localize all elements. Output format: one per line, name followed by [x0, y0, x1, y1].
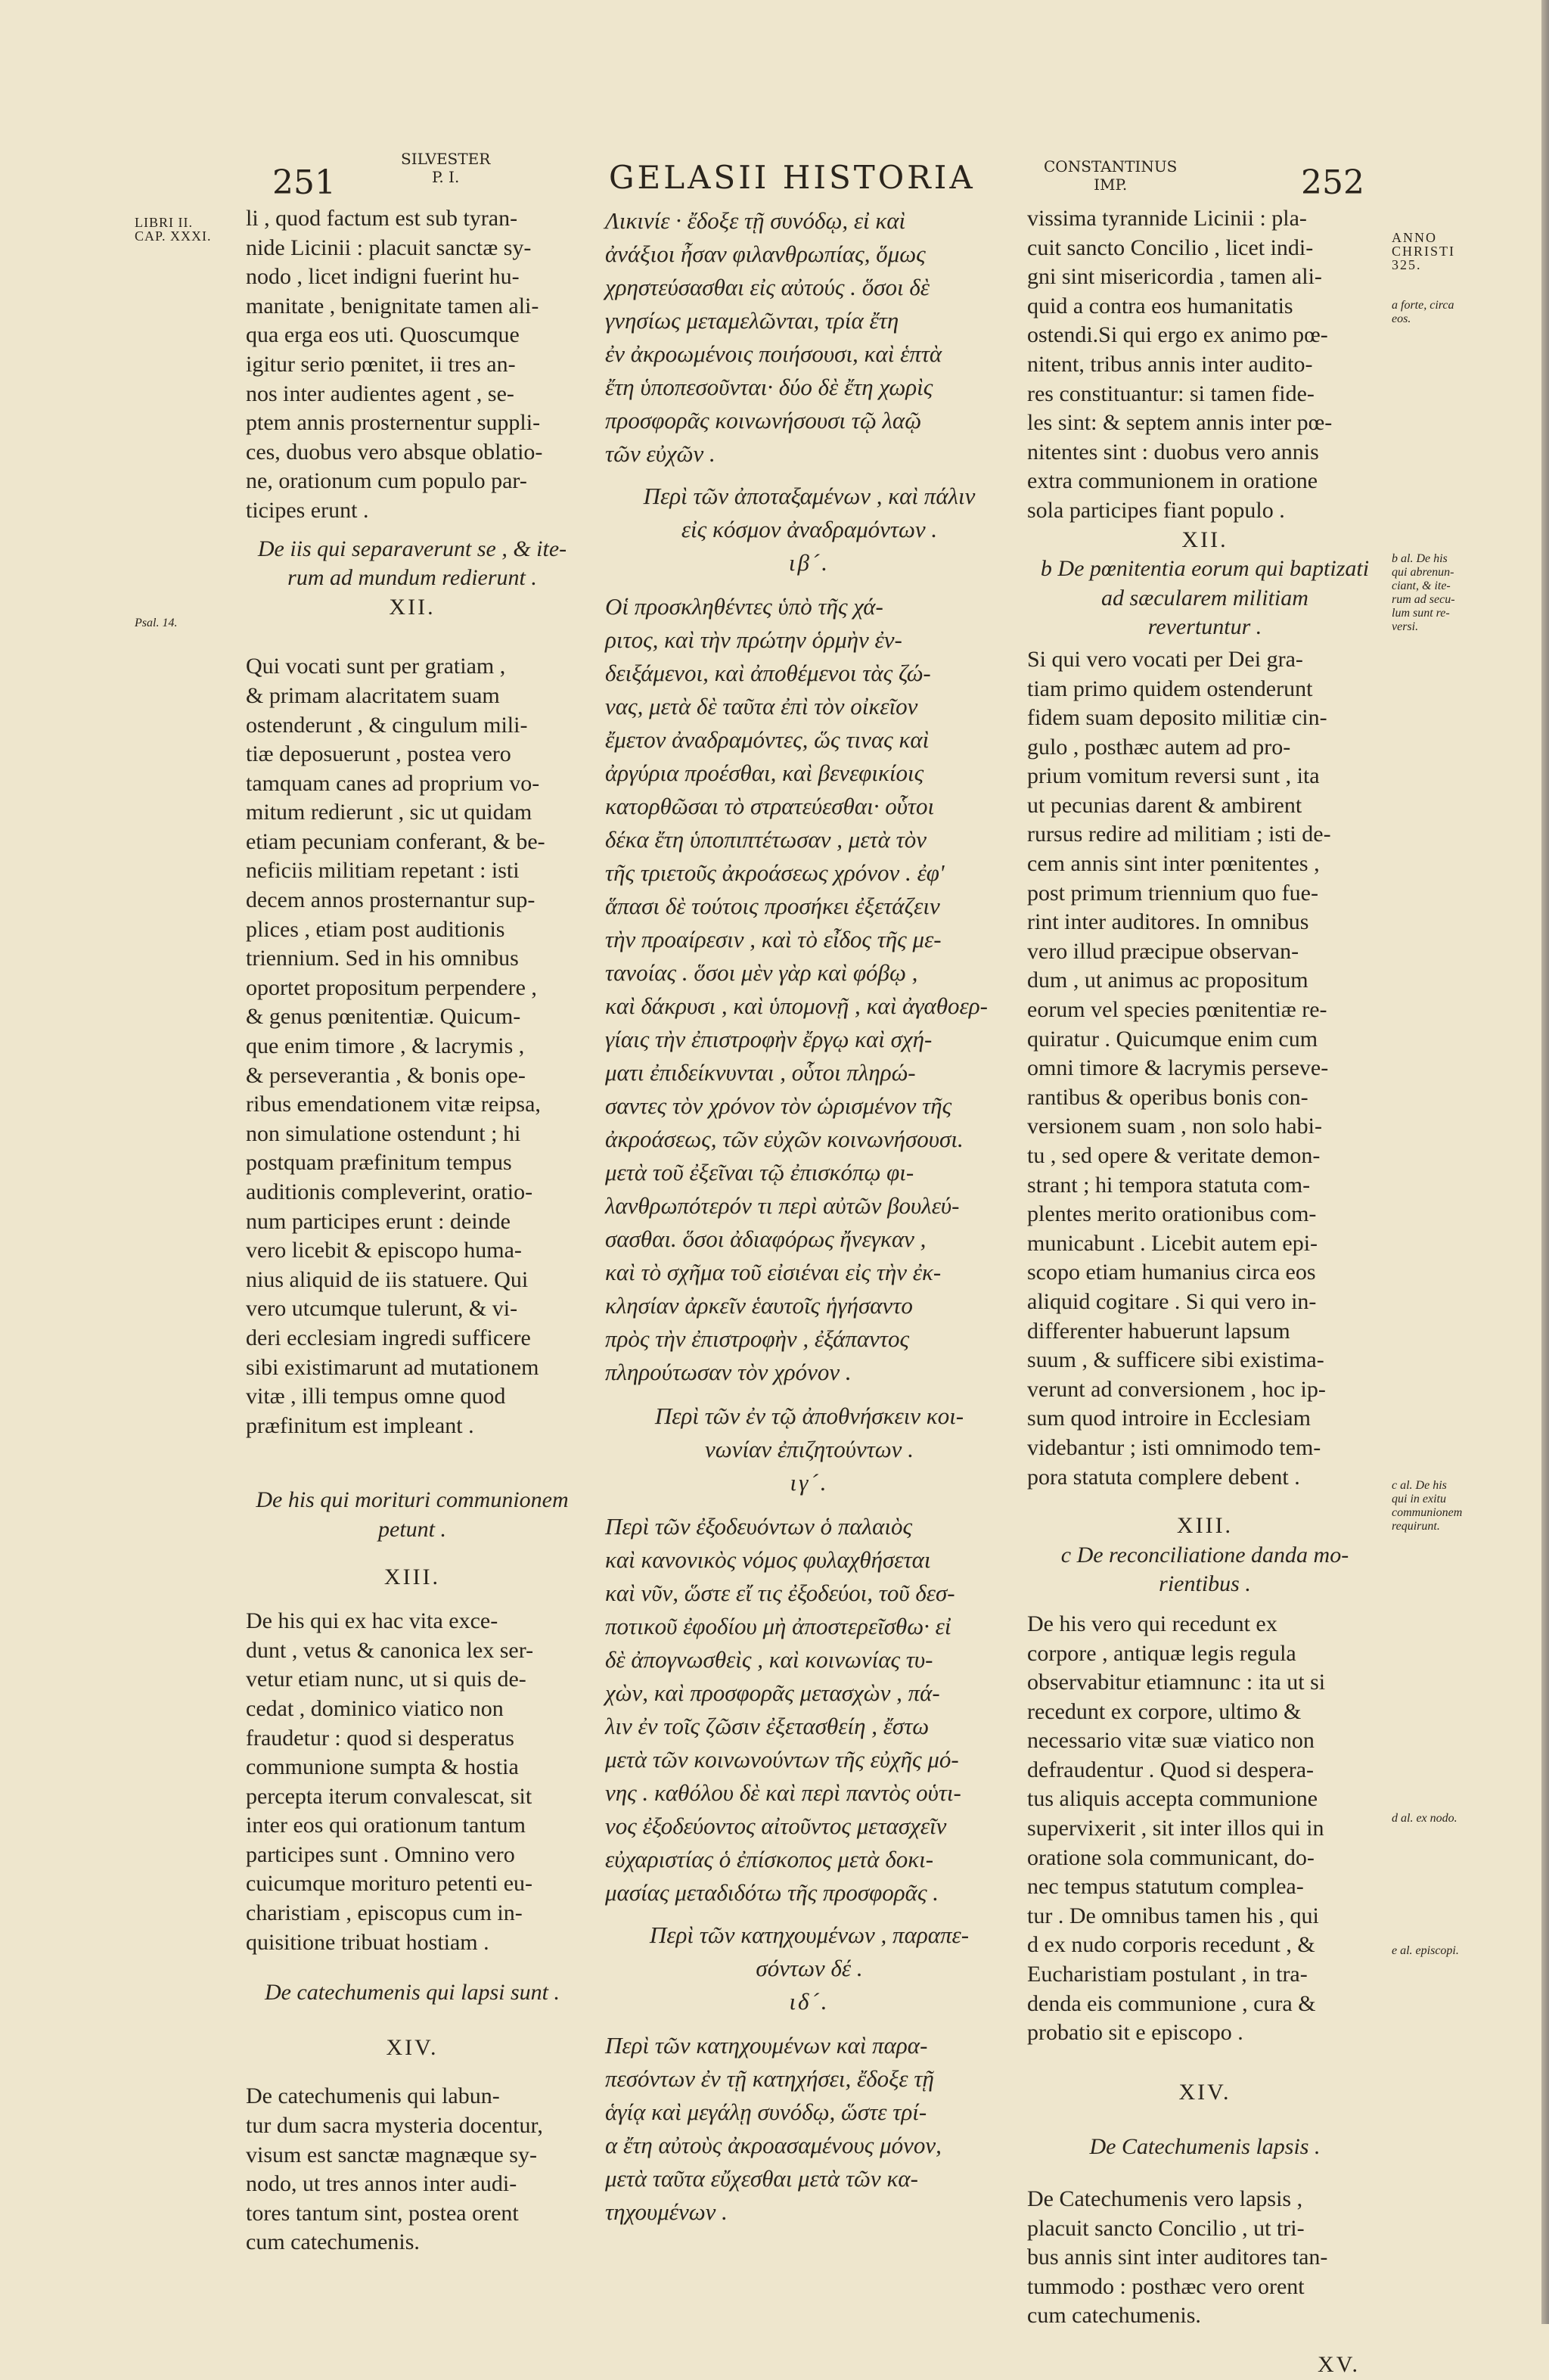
page-edge — [1541, 0, 1549, 2324]
latin-column-left — [246, 204, 579, 2257]
page-number-left: 251 — [272, 163, 336, 202]
page-title: GELASII HISTORIA — [609, 159, 976, 196]
paragraph: Si qui vero vocati per Dei gra- tiam primo quidem ostenderunt fidem suam deposito militiæ cin- gulo , posthæc autem ad pro- prium vomitum reversi sunt , ita ut pecunias darent & ambirent rursus redire ad militiam ; isti de- cem annis sint inter pœnitentes , post primum triennium quo fue- rint inter auditores. In omnibus vero illud præcipue observan- dum , ut animus ac propositum eorum vel species pœnitentiæ re- quiratur . Quicumque enim cum omni timore & lacrymis perseve- rantibus & operibus bonis con- versionem suam , non solo habi- tu , sed opere & veritate demon- strant ; hi tempora statuta com- plentes merito orationibus com- municabunt . Licebit autem epi- scopo etiam humanius circa eos aliquid cogitare . Si qui vero in- differenter habuerunt lapsum suum , & sufficere sibi existima- verunt ad conversionem , hoc ip- sum quod introire in Ecclesiam videbantur ; isti omnimodo tem- pora statuta complere debent . — [1027, 646, 1331, 1490]
section-heading: Περὶ τῶν ἐν τῷ ἀποθνήσκειν κοι- νωνίαν ἐπιζητούντων . — [654, 1403, 964, 1462]
running-head-left: SILVESTER P. I. — [401, 150, 491, 186]
section-heading: c De reconciliatione danda mo- rientibus . — [1060, 1542, 1349, 1597]
running-head-right: CONSTANTINUS IMP. — [1044, 157, 1178, 194]
section-heading: Περὶ τῶν ἀποταξαμένων , καὶ πάλιν εἰς κόσμον ἀναδραμόντων . — [643, 483, 976, 542]
section-number: XII. — [389, 594, 436, 620]
section-heading: Περὶ τῶν κατηχουμένων , παραπε- σόντων δέ . — [649, 1922, 970, 1981]
section-heading: De Catechumenis lapsis . — [1089, 2134, 1321, 2160]
section-number: ιδ´. — [789, 1988, 830, 2015]
section-heading: De his qui morituri communionem petunt . — [256, 1487, 569, 1542]
section-number: XIV. — [1178, 2079, 1231, 2105]
paragraph: De his qui ex hac vita exce- dunt , vetus & canonica lex ser- vetur etiam nunc, ut si quis de- cedat , dominico viatico non fraudetur : quod si desperatus communione sumpta & hostia percepta iterum convalescat, sit inter eos qui orationum tantum participes sunt . Omnino vero cuicumque morituro petenti eu- charistiam , episcopus cum in- quisitione tribuat hostiam . — [246, 1608, 534, 1955]
margin-note-e: e al. episcopi. — [1392, 1944, 1459, 1957]
paragraph: De his vero qui recedunt ex corpore , antiquæ legis regula observabitur etiamnunc : ita ut si recedunt ex corpore, ultimo & necessario vitæ suæ viatico non defraudentur . Quod si despera- tus aliquis accepta communione supervixerit , sit inter illos qui in oratione sola communicant, do- nec tempus statutum complea- tur . De omnibus tamen his , qui d ex nudo corporis recedunt , & Eucharistiam postulant , in tra- denda eis communione , cura & probatio sit e episcopo . — [1027, 1611, 1326, 2046]
section-number: XIII. — [1176, 1513, 1234, 1539]
paragraph: Οἱ προσκληθέντες ὑπὸ τῆς χά- ριτος, καὶ τὴν πρώτην ὁρμὴν ἐν- δειξάμενοι, καὶ ἀποθέμενοι τὰς ζώ- νας, μετὰ δὲ ταῦτα ἐπὶ τὸν οἰκεῖον ἔμετον ἀναδραμόντες, ὥς τινας καὶ ἀργύρια προέσθαι, καὶ βενεφικίοις κατορθῶσαι τὸ στρατεύεσθαι· οὗτοι δέκα ἔτη ὑποπιπτέτωσαν , μετὰ τὸν τῆς τριετοῦς ἀκροάσεως χρόνον . ἐφ' ἅπασι δὲ τούτοις προσήκει ἐξετάζειν τὴν προαίρεσιν , καὶ τὸ εἶδος τῆς με- τανοίας . ὅσοι μὲν γὰρ καὶ φόβῳ , καὶ δάκρυσι , καὶ ὑπομονῇ , καὶ ἀγαθοερ- γίαις τὴν ἐπιστροφὴν ἔργῳ καὶ σχή- ματι ἐπιδείκνυνται , οὗτοι πληρώ- σαντες τὸν χρόνον τὸν ὡρισμένον τῆς ἀκροάσεως, τῶν εὐχῶν κοινωνήσουσι. μετὰ τοῦ ἐξεῖναι τῷ ἐπισκόπῳ φι- λανθρωπότερόν τι περὶ αὐτῶν βουλεύ- σασθαι. ὅσοι ἀδιαφόρως ἤνεγκαν , καὶ τὸ σχῆμα τοῦ εἰσιέναι εἰς τὴν ἐκ- κλησίαν ἀρκεῖν ἑαυτοῖς ἡγήσαντο πρὸς τὴν ἐπιστροφὴν , ἐξάπαντος πληρούτωσαν τὸν χρόνον . — [605, 593, 988, 1385]
margin-note-b: b al. De his qui abrenun- ciant, & ite- rum ad secu- lum sunt re- versi. — [1392, 552, 1455, 633]
paragraph: Περὶ τῶν ἐξοδευόντων ὁ παλαιὸς καὶ κανονικὸς νόμος φυλαχθήσεται καὶ νῦν, ὥστε εἴ τις ἐξοδεύοι, τοῦ δεσ- ποτικοῦ ἐφοδίου μὴ ἀποστερεῖσθω· εἰ δὲ ἀπογνωσθεὶς , καὶ κοινωνίας τυ- χὼν, καὶ προσφορᾶς μετασχὼν , πά- λιν ἐν τοῖς ζῶσιν ἐξετασθείη , ἔστω μετὰ τῶν κοινωνούντων τῆς εὐχῆς μό- νης . καθόλου δὲ καὶ περὶ παντὸς οὑτι- νος ἐξοδεύοντος αἰτοῦντος μετασχεῖν εὐχαριστίας ὁ ἐπίσκοπος μετὰ δοκι- μασίας μεταδιδότω τῆς προσφορᾶς . — [605, 1513, 961, 1906]
margin-note-d: d al. ex nodo. — [1392, 1812, 1457, 1825]
paragraph: Λικινίε · ἔδοξε τῇ συνόδῳ, εἰ καὶ ἀνάξιοι ἦσαν φιλανθρωπίας, ὅμως χρηστεύσασθαι εἰς αὐτούς . ὅσοι δὲ γνησίως μεταμελῶνται, τρία ἔτη ἐν ἀκροωμένοις ποιήσουσι, καὶ ἑπτὰ ἔτη ὑποπεσοῦνται· δύο δὲ ἔτη χωρὶς προσφορᾶς κοινωνήσουσι τῷ λαῷ τῶν εὐχῶν . — [605, 207, 942, 467]
paragraph: li , quod factum est sub tyran- nide Licinii : placuit sanctæ sy- nodo , licet indigni fuerint hu- manitate , benignitate tamen ali- qua erga eos uti. Quoscumque igitur serio pœnitet, ii tres an- nos inter audientes agent , se- ptem annis prosternentur suppli- ces, duobus vero absque oblatio- ne, orationum cum populo par- ticipes erunt . — [246, 206, 543, 523]
page-number-right: 252 — [1301, 163, 1364, 202]
page-header — [174, 144, 1414, 212]
section-number: XV. — [1318, 2351, 1360, 2377]
latin-column-right — [1027, 204, 1383, 2380]
margin-note-a: a forte, circa eos. — [1392, 299, 1454, 325]
section-number: ιβ´. — [788, 549, 830, 576]
section-number: XII. — [1181, 527, 1228, 552]
paragraph: vissima tyrannide Licinii : pla- cuit sancto Concilio , licet indi- gni sint misericordia , tamen ali- quid a contra eos humanitatis ostendi.Si qui ergo ex animo pœ- nitent, tribus annis inter audito- res constituantur: si tamen fide- les sint: & septem annis inter pœ- nitentes sint : duobus vero annis extra communionem in oratione sola participes fiant populo . — [1027, 206, 1333, 523]
margin-psalm-ref: Psal. 14. — [135, 617, 178, 629]
margin-book-chapter: LIBRI II. CAP. XXXI. — [135, 215, 212, 244]
margin-anno-christi: ANNO CHRISTI 325. — [1392, 230, 1456, 272]
margin-note-c: c al. De his qui in exitu communionem requirunt. — [1392, 1479, 1463, 1533]
paragraph: Περὶ τῶν κατηχουμένων καὶ παρα- πεσόντων ἐν τῇ κατηχήσει, ἔδοξε τῇ ἁγίᾳ καὶ μεγάλῃ συνόδῳ, ὥστε τρί- α ἔτη αὐτοὺς ἀκροασαμένους μόνον, μετὰ ταῦτα εὔχεσθαι μετὰ τῶν κα- τηχουμένων . — [605, 2032, 942, 2225]
section-number: ιγ´. — [790, 1469, 829, 1496]
paragraph: Qui vocati sunt per gratiam , & primam alacritatem suam ostenderunt , & cingulum mili- tiæ deposuerunt , postea vero tamquam canes ad proprium vo- mitum redierunt , sic ut quidam etiam pecuniam conferant, & be- neficiis militiam repetant : isti decem annos prosternantur sup- plices , etiam post auditionis triennium. Sed in his omnibus oportet propositum perpendere , & genus pœnitentiæ. Quicum- que enim timore , & lacrymis , & perseverantia , & bonis ope- ribus emendationem vitæ reipsa, non simulatione ostendunt ; hi postquam præfinitum tempus auditionis compleverint, oratio- num participes erunt : deinde vero licebit & episcopo huma- nius aliquid de iis statuere. Qui vero utcumque tulerunt, & vi- deri ecclesiam ingredi sufficere sibi existimarunt ad mutationem vitæ , illi tempus omne quod præfinitum est impleant . — [246, 654, 545, 1438]
section-number: XIV. — [386, 2034, 439, 2060]
section-heading: b De pœnitentia eorum qui baptizati ad sæcularem militiam revertuntur . — [1040, 556, 1370, 640]
section-heading: De catechumenis qui lapsi sunt . — [265, 1980, 560, 2006]
paragraph: De catechumenis qui labun- tur dum sacra mysteria docentur, visum est sanctæ magnæque sy- nodo, ut tres annos inter audi- tores tantum sint, postea orent cum catechumenis. — [246, 2083, 543, 2255]
paragraph: De Catechumenis vero lapsis , placuit sancto Concilio , ut tri- bus annis sint inter auditores tan- tummodo : posthæc vero orent cum catechumenis. — [1027, 2186, 1328, 2329]
greek-column — [605, 204, 1014, 2229]
section-number: XIII. — [383, 1564, 441, 1589]
section-heading: De iis qui separaverunt se , & ite- rum ad mundum redierunt . — [257, 536, 567, 591]
